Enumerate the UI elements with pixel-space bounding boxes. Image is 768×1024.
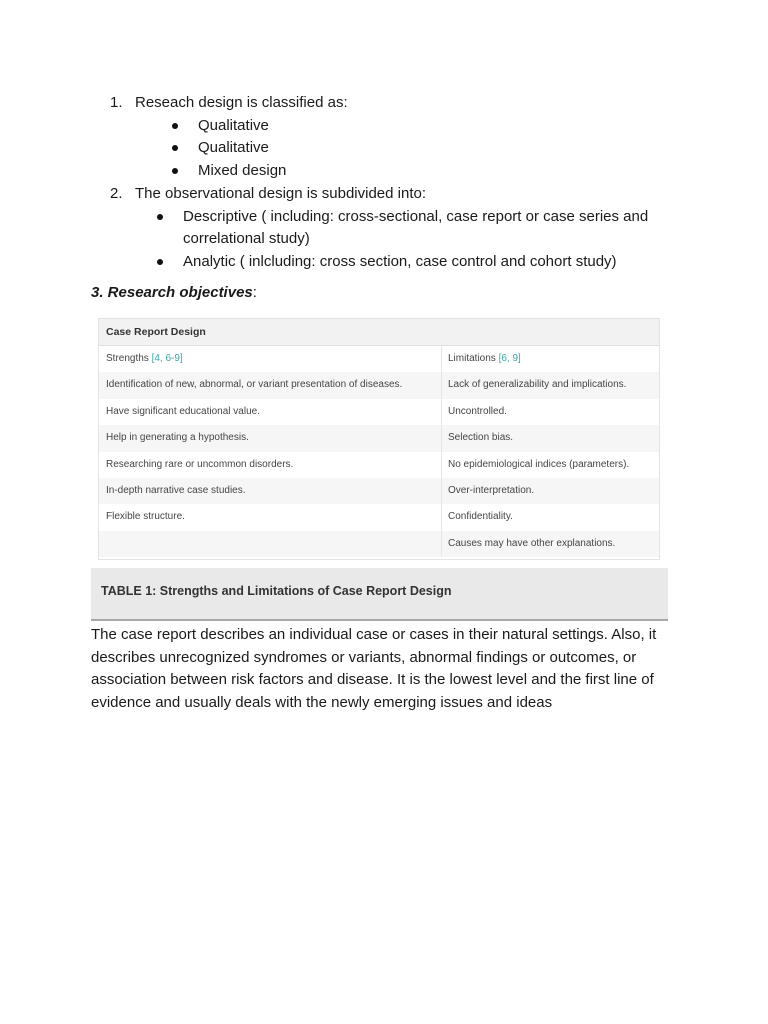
list-item-text: Reseach design is classified as: [135,94,348,111]
bullet-icon [157,259,163,265]
strengths-header-label: Strengths [106,353,152,364]
limitation-cell: No epidemiological indices (parameters). [448,458,630,470]
bullet-text: Qualitative [198,139,269,157]
bullet-list [172,115,677,183]
table-row [99,425,659,451]
limitation-cell: Over-interpretation. [448,484,535,496]
table-row [99,504,659,530]
strengths-limitations-table [98,318,660,560]
bullet-text: Mixed design [198,162,287,180]
bullet-text: Descriptive ( including: cross-sectional, case report or case series and correlational study) [183,207,649,248]
section-heading-text: 3. Research objectives [91,284,253,301]
strength-cell: Flexible structure. [99,504,442,530]
strengths-refs-link[interactable]: [4, 6-9] [151,353,183,364]
bullet-icon [157,214,163,220]
list-item [110,183,677,274]
table-row [99,531,659,557]
bullet-text: Analytic ( inlcluding: cross section, case control and cohort study) [183,252,617,270]
table-title: Case Report Design [99,319,659,346]
body-paragraph: The case report describes an individual case or cases in their natural settings. Also, it describes unrecognized syndromes or variants, abnormal findings or outcomes, or association between risk factors and disease. It is the lowest level and the first line of evidence and usually deals with the newly emerging issues and ideas [91,626,657,711]
limitations-header-label: Limitations [448,353,499,364]
list-item [110,92,677,183]
bullet-icon [172,123,178,129]
strength-cell: Researching rare or uncommon disorders. [99,452,442,478]
limitation-cell: Lack of generalizability and implications. [448,379,627,391]
bullet-item [172,137,677,160]
limitations-header [442,346,659,372]
bullet-item [157,206,677,251]
table-row [99,372,659,398]
strength-cell: Have significant educational value. [99,399,442,425]
bullet-item [172,115,677,138]
table-caption: TABLE 1: Strengths and Limitations of Case Report Design [91,568,668,621]
section-heading [91,284,257,301]
strength-cell: In-depth narrative case studies. [99,478,442,504]
limitation-cell: Selection bias. [448,432,514,444]
bullet-list [157,206,677,274]
strength-cell: Identification of new, abnormal, or variant presentation of diseases. [99,372,442,398]
limitation-cell: Confidentiality. [448,511,513,523]
numbered-list [110,92,677,274]
strengths-header [99,346,442,372]
bullet-text: Qualitative [198,116,269,134]
limitations-refs-link[interactable]: [6, 9] [498,353,521,364]
table-figure [91,314,668,624]
table-header-row [99,346,659,372]
strength-cell: Help in generating a hypothesis. [99,425,442,451]
bullet-item [157,251,677,274]
strength-cell [99,531,442,557]
list-item-text: The observational design is subdivided into: [135,184,427,202]
limitation-cell: Uncontrolled. [448,405,507,417]
table-row [99,478,659,504]
table-row [99,399,659,425]
list-number: 2. [110,184,123,202]
bullet-icon [172,145,178,151]
limitation-cell: Causes may have other explanations. [448,537,616,549]
section-heading-colon: : [252,284,257,301]
list-number: 1. [110,94,123,111]
table-row [99,452,659,478]
bullet-item [172,160,677,183]
bullet-icon [172,168,178,174]
